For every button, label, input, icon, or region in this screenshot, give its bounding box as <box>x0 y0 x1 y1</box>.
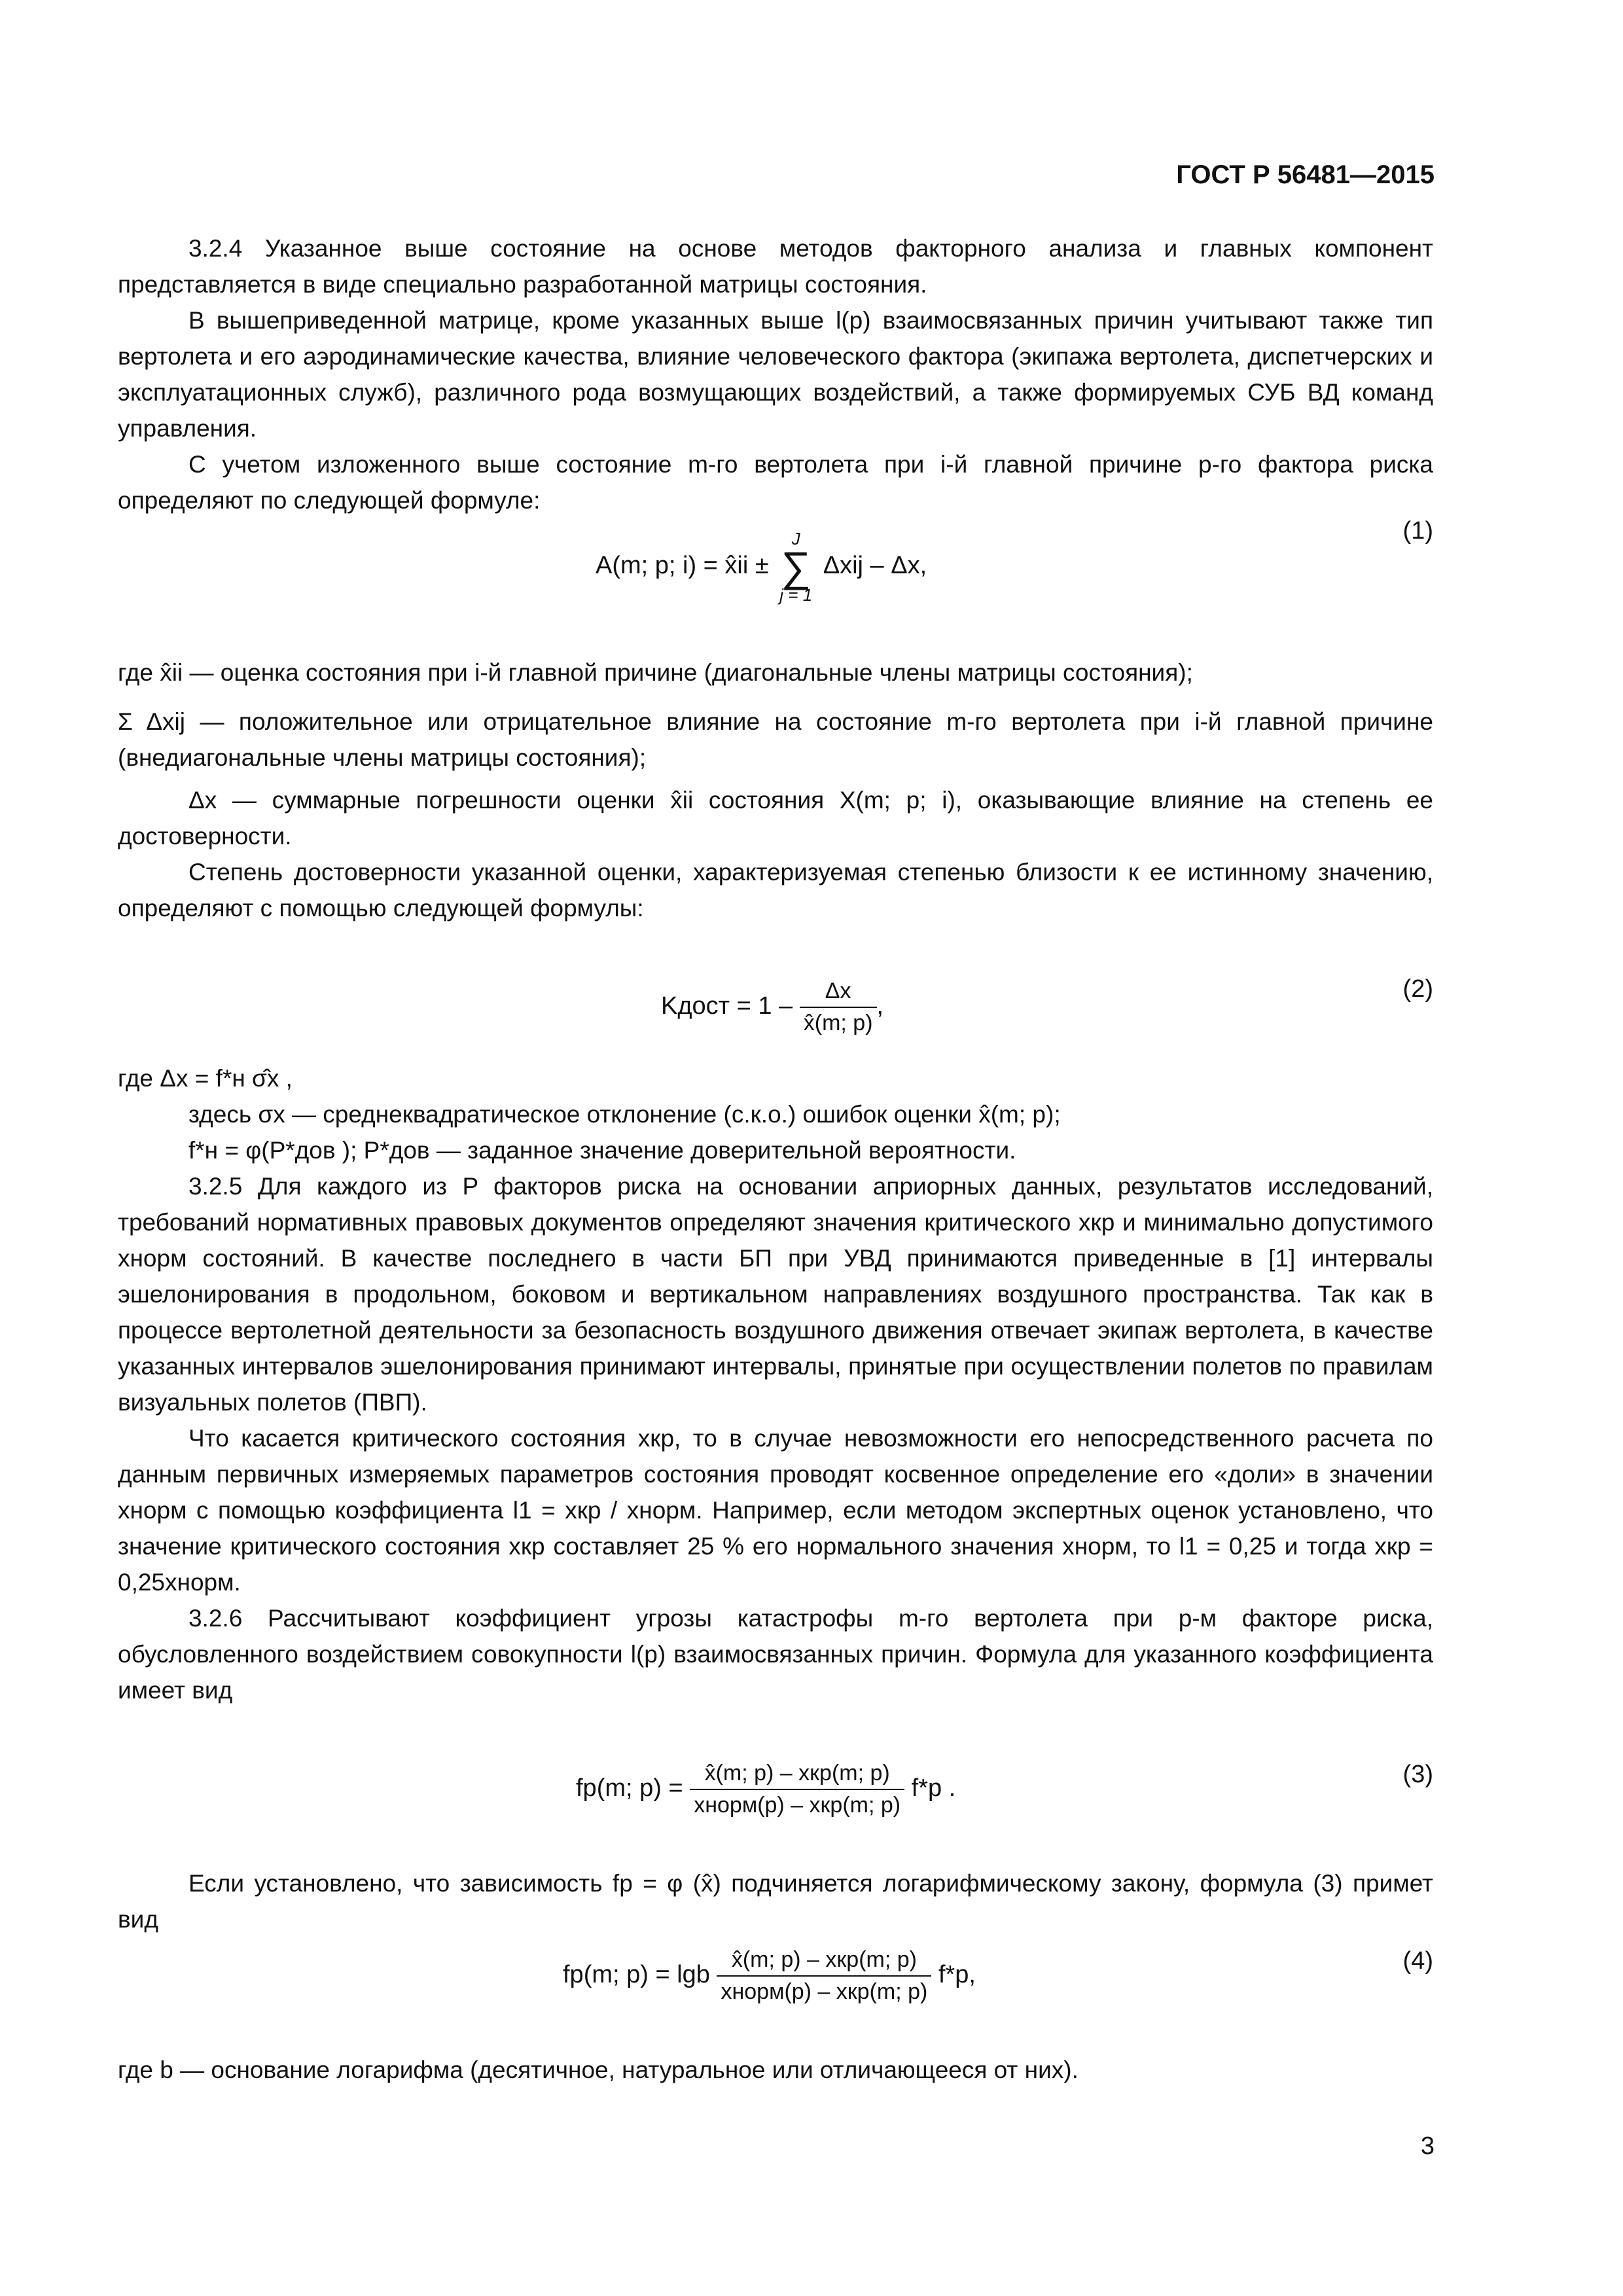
formula-1-lhs: A(m; p; i) = x̂ii ± <box>596 552 769 580</box>
formula-2-number: (2) <box>1402 975 1433 1003</box>
formula-2-tail: , <box>876 992 884 1020</box>
definition: Δx — суммарные погрешности оценки x̂ii состояния X(m; p; i), оказывающие влияние на степень ее достоверности. <box>118 787 1433 850</box>
definition: здесь σx — среднеквадратическое отклонение (с.к.о.) ошибок оценки x̂(m; p); <box>188 1101 1061 1128</box>
formula-1-number: (1) <box>1402 517 1433 545</box>
page-number: 3 <box>1420 2132 1435 2160</box>
formula-3 <box>118 1761 1433 1839</box>
numerator: x̂(m; p) – xкр(m; p) <box>690 1761 904 1790</box>
formula-1 <box>118 517 1433 615</box>
formula-3-number: (3) <box>1402 1761 1433 1788</box>
formula-1-body <box>596 530 927 603</box>
formula-1-definitions <box>118 655 1433 926</box>
formula-3-body <box>576 1761 955 1818</box>
formula-4-lhs: fp(m; p) = lgb <box>563 1961 710 1989</box>
denominator: xнорм(p) – xкр(m; p) <box>694 1793 901 1818</box>
sum-upper-limit: J <box>791 529 800 548</box>
paragraph: В вышеприведенной матрице, кроме указанных выше l(p) взаимосвязанных причин учитывают также тип вертолета и его аэродинамические качества, влияние человеческого фактора (экипажа вертолета, диспетчерских и эксплуатационных служб), различного рода возмущающих воздействий, а также формируемых СУБ ВД команд управления. <box>118 307 1433 442</box>
numerator: x̂(m; p) – xкр(m; p) <box>717 1947 931 1977</box>
numerator: Δx <box>800 978 877 1008</box>
document-code-header: ГОСТ Р 56481—2015 <box>1176 160 1435 189</box>
section-3-2-4 <box>118 230 1433 518</box>
formula-1-rhs: Δxij – Δx, <box>823 552 927 580</box>
formula-4-body <box>563 1947 976 2005</box>
paragraph-3-2-5: 3.2.5 Для каждого из P факторов риска на основании априорных данных, результатов исследований, требований нормативных правовых документов определяют значения критического xкр и минимально допустимого xнорм состояний. В качестве последнего в части БП при УВД принимаются приведенные в [1] интервалы эшелонирования в продольном, боковом и вертикальном направлениях воздушного пространства. Так как в процессе вертолетной деятельности за безопасность воздушного движения отвечает экипаж вертолета, в качестве указанных интервалов эшелонирования принимают интервалы, принятые при осуществлении полетов по правилам визуальных полетов (ПВП). <box>118 1173 1433 1416</box>
definition: где Δx = f*н σ̂x , <box>118 1065 293 1092</box>
formula-2-definitions <box>118 1060 1433 1708</box>
denominator: xнорм(p) – xкр(m; p) <box>721 1979 928 2004</box>
fraction <box>800 978 877 1036</box>
formula-3-tail: f*p . <box>911 1774 956 1803</box>
formula-2 <box>118 975 1433 1047</box>
sigma-icon: ∑ <box>781 543 812 590</box>
denominator: x̂(m; p) <box>803 1011 873 1035</box>
paragraph: Если установлено, что зависимость fp = φ (x̂) подчиняется логарифмическому закону, формула (3) примет вид <box>118 1870 1433 1933</box>
sum-symbol <box>779 530 812 603</box>
formula-3-lhs: fp(m; p) = <box>576 1774 683 1803</box>
fraction <box>717 1947 931 2005</box>
sum-lower-limit: j = 1 <box>779 585 813 605</box>
formula-4-tail: f*p, <box>938 1961 976 1989</box>
paragraph: 3.2.4 Указанное выше состояние на основе методов факторного анализа и главных компонент представляется в виде специально разработанной матрицы состояния. <box>118 235 1433 298</box>
paragraph: Степень достоверности указанной оценки, характеризуемая степенью близости к ее истинному значению, определяют с помощью следующей формулы: <box>118 859 1433 922</box>
paragraph-3-2-6: 3.2.6 Рассчитывают коэффициент угрозы катастрофы m-го вертолета при p-м факторе риска, обусловленного воздействием совокупности l(p) взаимосвязанных причин. Формула для указанного коэффициента имеет вид <box>118 1605 1433 1704</box>
formula-4-definitions <box>118 2052 1433 2088</box>
paragraph: Что касается критического состояния xкр, то в случае невозможности его непосредственного расчета по данным первичных измеряемых параметров состояния проводят косвенное определение его «доли» в значении xнорм с помощью коэффициента l1 = xкр / xнорм. Например, если методом экспертных оценок установлено, что значение критического состояния xкр составляет 25 % его нормального значения xнорм, то l1 = 0,25 и тогда xкр = 0,25xнорм. <box>118 1425 1433 1596</box>
paragraph: С учетом изложенного выше состояние m-го вертолета при i-й главной причине p-го фактора риска определяют по следующей формуле: <box>118 451 1433 514</box>
definition: f*н = φ(P*дов ); P*дов — заданное значение доверительной вероятности. <box>188 1137 1016 1164</box>
formula-4 <box>118 1947 1433 2026</box>
formula-4-number: (4) <box>1402 1947 1433 1975</box>
formula-2-lhs: Kдост = 1 – <box>661 992 793 1020</box>
formula-2-body <box>661 978 883 1036</box>
definition: Σ Δxij — положительное или отрицательное влияние на состояние m-го вертолета при i-й главной причине (внедиагональные члены матрицы состояния); <box>118 708 1433 771</box>
definition: где x̂ii — оценка состояния при i-й главной причине (диагональные члены матрицы состояния); <box>118 659 1193 686</box>
definition: где b — основание логарифма (десятичное, натуральное или отличающееся от них). <box>118 2056 1079 2083</box>
paragraph-before-formula-4 <box>118 1865 1433 1937</box>
fraction <box>690 1761 904 1818</box>
